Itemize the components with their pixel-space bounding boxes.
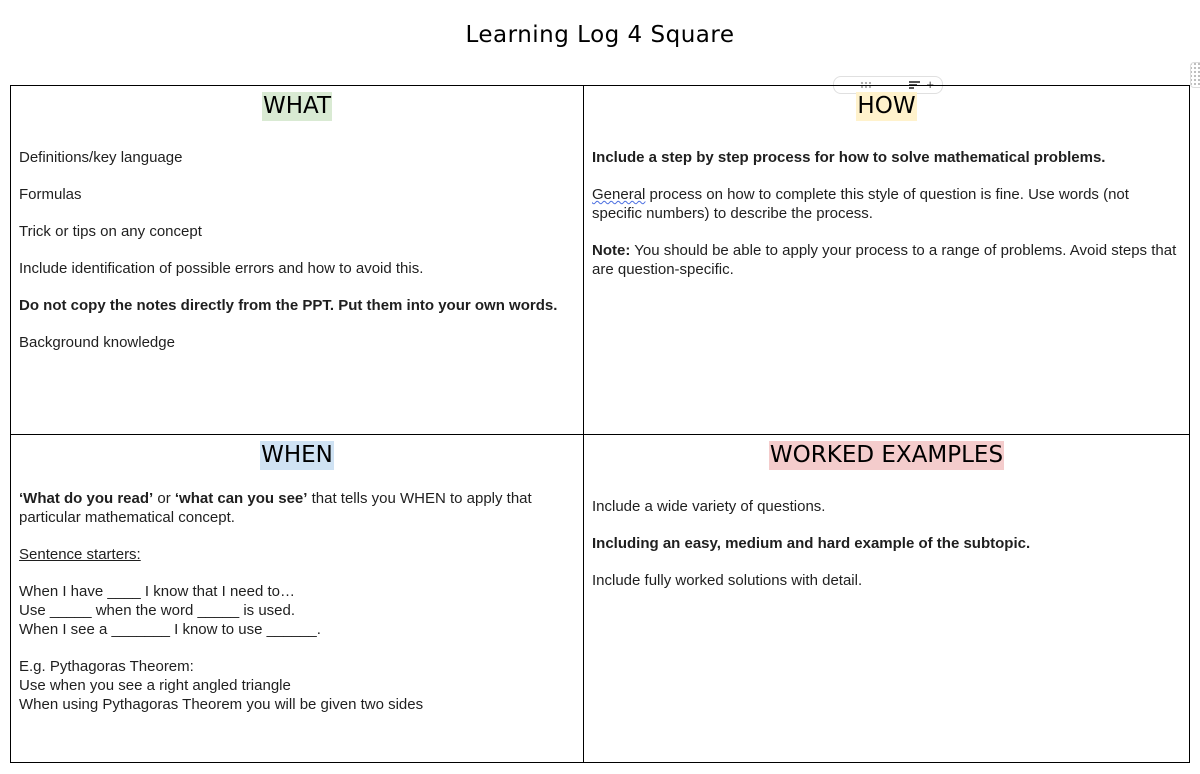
sentence-starters-label: Sentence starters: bbox=[19, 546, 141, 563]
sentence-starter: Use _____ when the word _____ is used. bbox=[19, 602, 296, 619]
worked-examples-cell[interactable] bbox=[584, 435, 1189, 762]
what-bold-note: Do not copy the notes directly from the PPT. Put them into your own words. bbox=[19, 297, 558, 314]
what-item: Definitions/key language bbox=[19, 149, 183, 166]
what-cell[interactable] bbox=[11, 86, 584, 435]
how-body bbox=[592, 148, 1181, 279]
how-note-label: Note: bbox=[592, 242, 631, 259]
what-item: Formulas bbox=[19, 186, 82, 203]
how-general-paragraph bbox=[592, 185, 1181, 223]
how-heading-wrap bbox=[592, 92, 1181, 122]
how-general-rest: process on how to complete this style of question is fine. Use words (not specific numbers) to describe the process. bbox=[592, 186, 1129, 222]
side-drag-handle-icon[interactable] bbox=[1190, 62, 1200, 88]
when-heading-wrap bbox=[19, 441, 575, 471]
example-line: Use when you see a right angled triangle bbox=[19, 677, 291, 694]
when-q-rest: that tells you WHEN to apply that particular mathematical concept. bbox=[19, 490, 532, 526]
when-body bbox=[19, 489, 575, 714]
spellcheck-word[interactable]: General bbox=[592, 186, 646, 203]
how-cell[interactable] bbox=[584, 86, 1189, 435]
when-or: or bbox=[153, 490, 175, 507]
how-heading: HOW bbox=[857, 93, 916, 119]
what-heading-wrap bbox=[19, 92, 575, 122]
worked-line: Include a wide variety of questions. bbox=[592, 498, 826, 515]
when-q2: ‘what can you see’ bbox=[174, 490, 308, 507]
what-item: Trick or tips on any concept bbox=[19, 223, 202, 240]
how-note-paragraph bbox=[592, 241, 1181, 279]
sentence-starter: When I see a _______ I know to use ______. bbox=[19, 621, 321, 638]
what-body bbox=[19, 148, 575, 352]
when-q1: ‘What do you read’ bbox=[19, 490, 154, 507]
worked-bold-line: Including an easy, medium and hard example of the subtopic. bbox=[592, 535, 1031, 552]
when-heading: WHEN bbox=[261, 442, 333, 468]
worked-body bbox=[592, 497, 1181, 590]
plus-icon[interactable]: + bbox=[926, 77, 934, 92]
what-item: Background knowledge bbox=[19, 334, 175, 351]
sentence-starter: When I have ____ I know that I need to… bbox=[19, 583, 296, 600]
how-note-text: You should be able to apply your process to a range of problems. Avoid steps that are question-specific. bbox=[592, 242, 1177, 278]
what-heading: WHAT bbox=[262, 93, 332, 119]
four-square-table bbox=[10, 85, 1190, 763]
when-question-paragraph bbox=[19, 489, 575, 527]
worked-heading-wrap bbox=[592, 441, 1181, 471]
sentence-starters-list bbox=[19, 582, 575, 639]
when-cell[interactable] bbox=[11, 435, 584, 762]
example-block bbox=[19, 657, 575, 714]
example-line: When using Pythagoras Theorem you will be given two sides bbox=[19, 696, 424, 713]
example-line: E.g. Pythagoras Theorem: bbox=[19, 658, 194, 675]
worked-examples-heading: WORKED EXAMPLES bbox=[769, 442, 1004, 468]
what-item: Include identification of possible errors and how to avoid this. bbox=[19, 260, 424, 277]
worked-line: Include fully worked solutions with detail. bbox=[592, 572, 863, 589]
how-bold-line: Include a step by step process for how to solve mathematical problems. bbox=[592, 149, 1106, 166]
document-title: Learning Log 4 Square bbox=[465, 22, 735, 48]
